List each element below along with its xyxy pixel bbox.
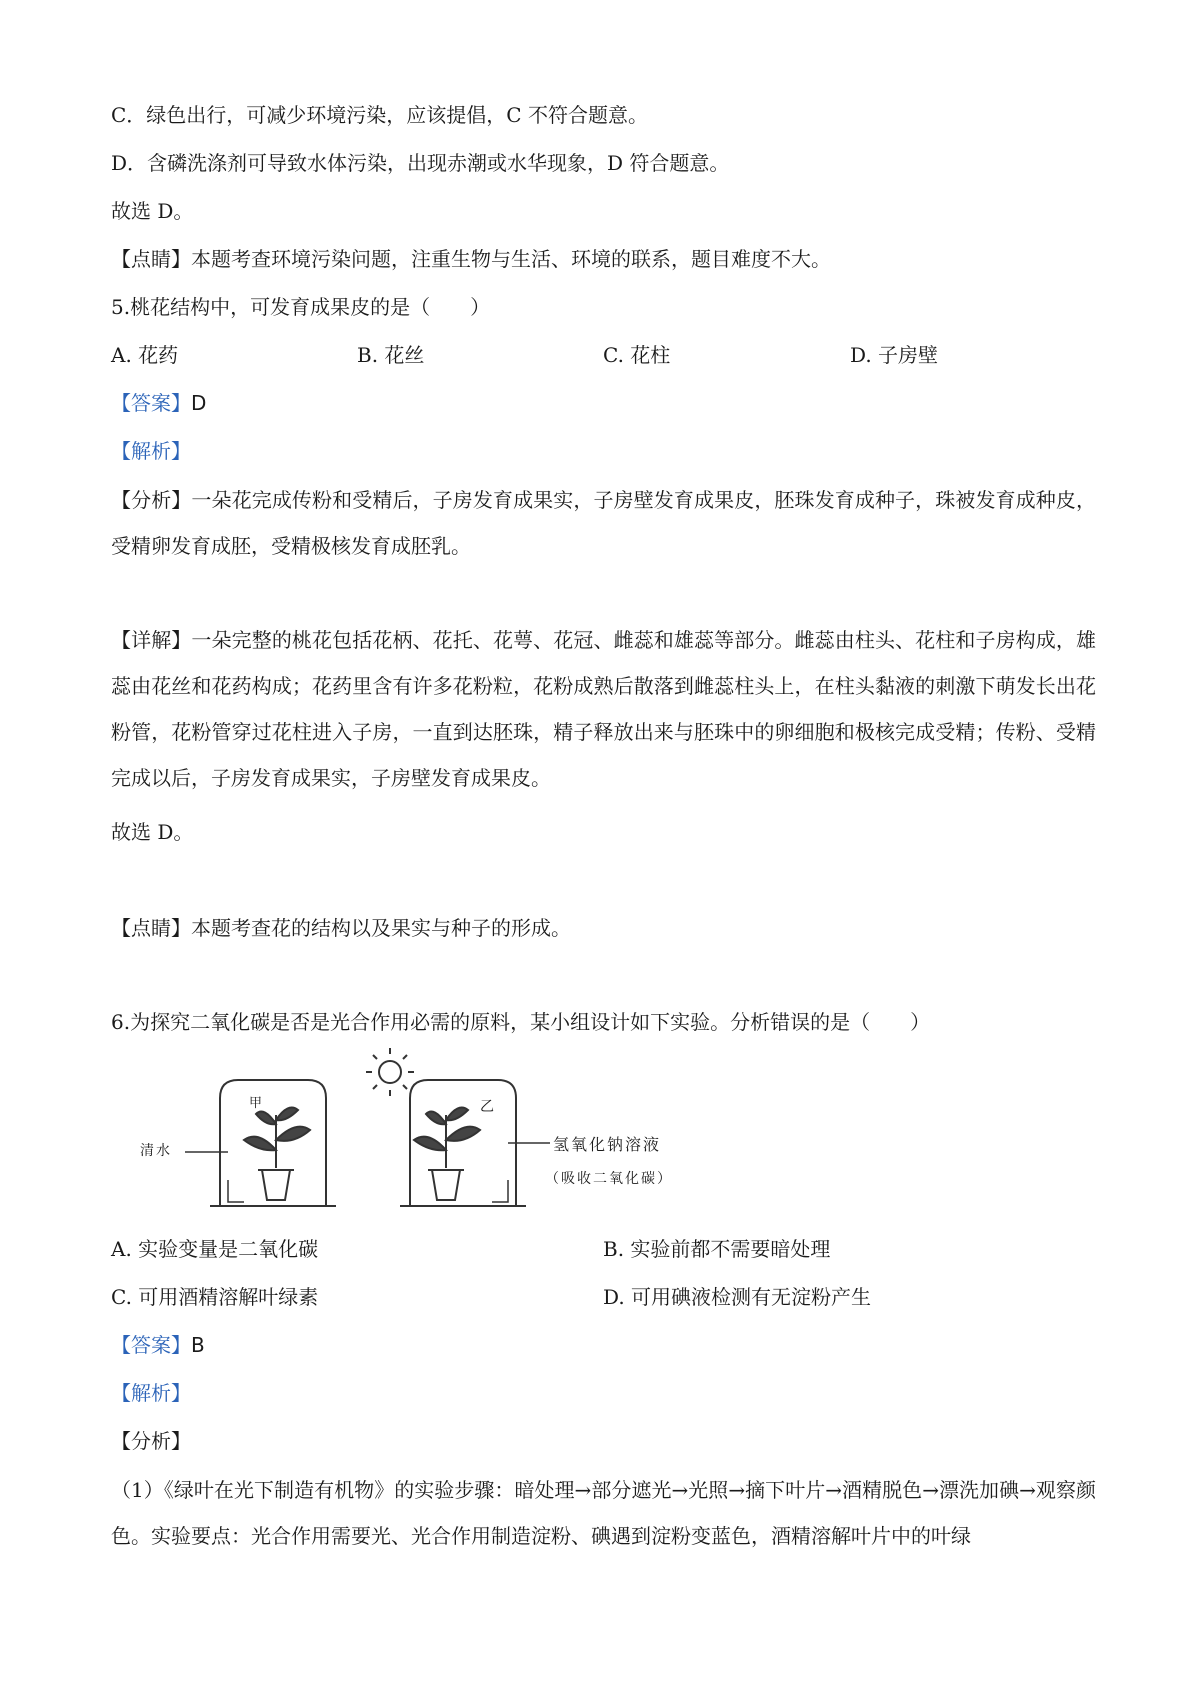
experiment-illustration [140, 1040, 780, 1215]
q5-answer-tag: 【答案】 [111, 391, 191, 415]
q4-option-d-analysis: D．含磷洗涤剂可导致水体污染，出现赤潮或水华现象，D 符合题意。 [111, 151, 730, 175]
sun-icon [366, 1048, 414, 1096]
q5-xiangjie: 【详解】一朵完整的桃花包括花柄、花托、花萼、花冠、雌蕊和雄蕊等部分。雌蕊由柱头、花柱和子房构成，雄蕊由花丝和花药构成；花药里含有许多花粉粒，花粉成熟后散落到雌蕊柱头上，在柱头黏液的刺激下萌发长出花粉管，花粉管穿过花柱进入子房，一直到达胚珠，精子释放出来与胚珠中的卵细胞和极核完成受精；传粉、受精完成以后，子房发育成果实，子房壁发育成果皮。 [111, 628, 1096, 790]
label-solution: 氢氧化钠溶液 [553, 1135, 662, 1154]
q5-choose: 故选 D。 [111, 820, 194, 844]
q6-option-b: B. 实验前都不需要暗处理 [603, 1237, 831, 1261]
q6-jiexi-tag: 【解析】 [111, 1381, 191, 1405]
q6-answer-tag: 【答案】 [111, 1333, 191, 1357]
q6-option-a: A. 实验变量是二氧化碳 [111, 1237, 319, 1261]
q6-fenxi-body: （1）《绿叶在光下制造有机物》的实验步骤：暗处理→部分遮光→光照→摘下叶片→酒精脱色→漂洗加碘→观察颜色。实验要点：光合作用需要光、光合作用制造淀粉、碘遇到淀粉变蓝色，酒精溶解叶片中的叶绿 [111, 1478, 1096, 1548]
q6-option-d: D. 可用碘液检测有无淀粉产生 [603, 1285, 872, 1309]
q5-option-d: D. 子房壁 [850, 343, 939, 367]
q4-option-c-analysis: C．绿色出行，可减少环境污染，应该提倡，C 不符合题意。 [111, 103, 648, 127]
q5-jiexi-tag: 【解析】 [111, 439, 191, 463]
q5-answer-value: D [191, 391, 207, 415]
naoh-beaker [492, 1180, 508, 1202]
q5-answer-line [111, 388, 206, 418]
q5-option-a: A. 花药 [111, 343, 179, 367]
q5-dianjing: 【点睛】本题考查花的结构以及果实与种子的形成。 [111, 916, 571, 940]
water-beaker [228, 1180, 244, 1202]
q5-option-c: C. 花柱 [603, 343, 671, 367]
q5-option-b: B. 花丝 [357, 343, 425, 367]
label-jia: 甲 [249, 1096, 263, 1111]
q6-stem: 6.为探究二氧化碳是否是光合作用必需的原料，某小组设计如下实验。分析错误的是（ ） [111, 1010, 931, 1034]
plant-jia [244, 1108, 310, 1200]
q5-stem: 5.桃花结构中，可发育成果皮的是（ ） [111, 295, 491, 319]
label-water: 清水 [140, 1143, 172, 1159]
q4-dianjing: 【点睛】本题考查环境污染问题，注重生物与生活、环境的联系，题目难度不大。 [111, 247, 831, 271]
q6-answer-line [111, 1330, 205, 1360]
q6-answer-value: B [191, 1333, 205, 1357]
q5-fenxi: 【分析】一朵花完成传粉和受精后，子房发育成果实，子房壁发育成果皮，胚珠发育成种子，珠被发育成种皮，受精卵发育成胚，受精极核发育成胚乳。 [111, 488, 1096, 558]
q4-choose: 故选 D。 [111, 199, 194, 223]
label-note: （吸收二氧化碳） [545, 1171, 673, 1187]
bell-jar-jia [210, 1080, 336, 1206]
experiment-figure [140, 1040, 780, 1220]
plant-yi [414, 1108, 480, 1200]
q6-fenxi-head: 【分析】 [111, 1429, 191, 1453]
label-yi: 乙 [480, 1099, 494, 1115]
q6-option-c: C. 可用酒精溶解叶绿素 [111, 1285, 319, 1309]
